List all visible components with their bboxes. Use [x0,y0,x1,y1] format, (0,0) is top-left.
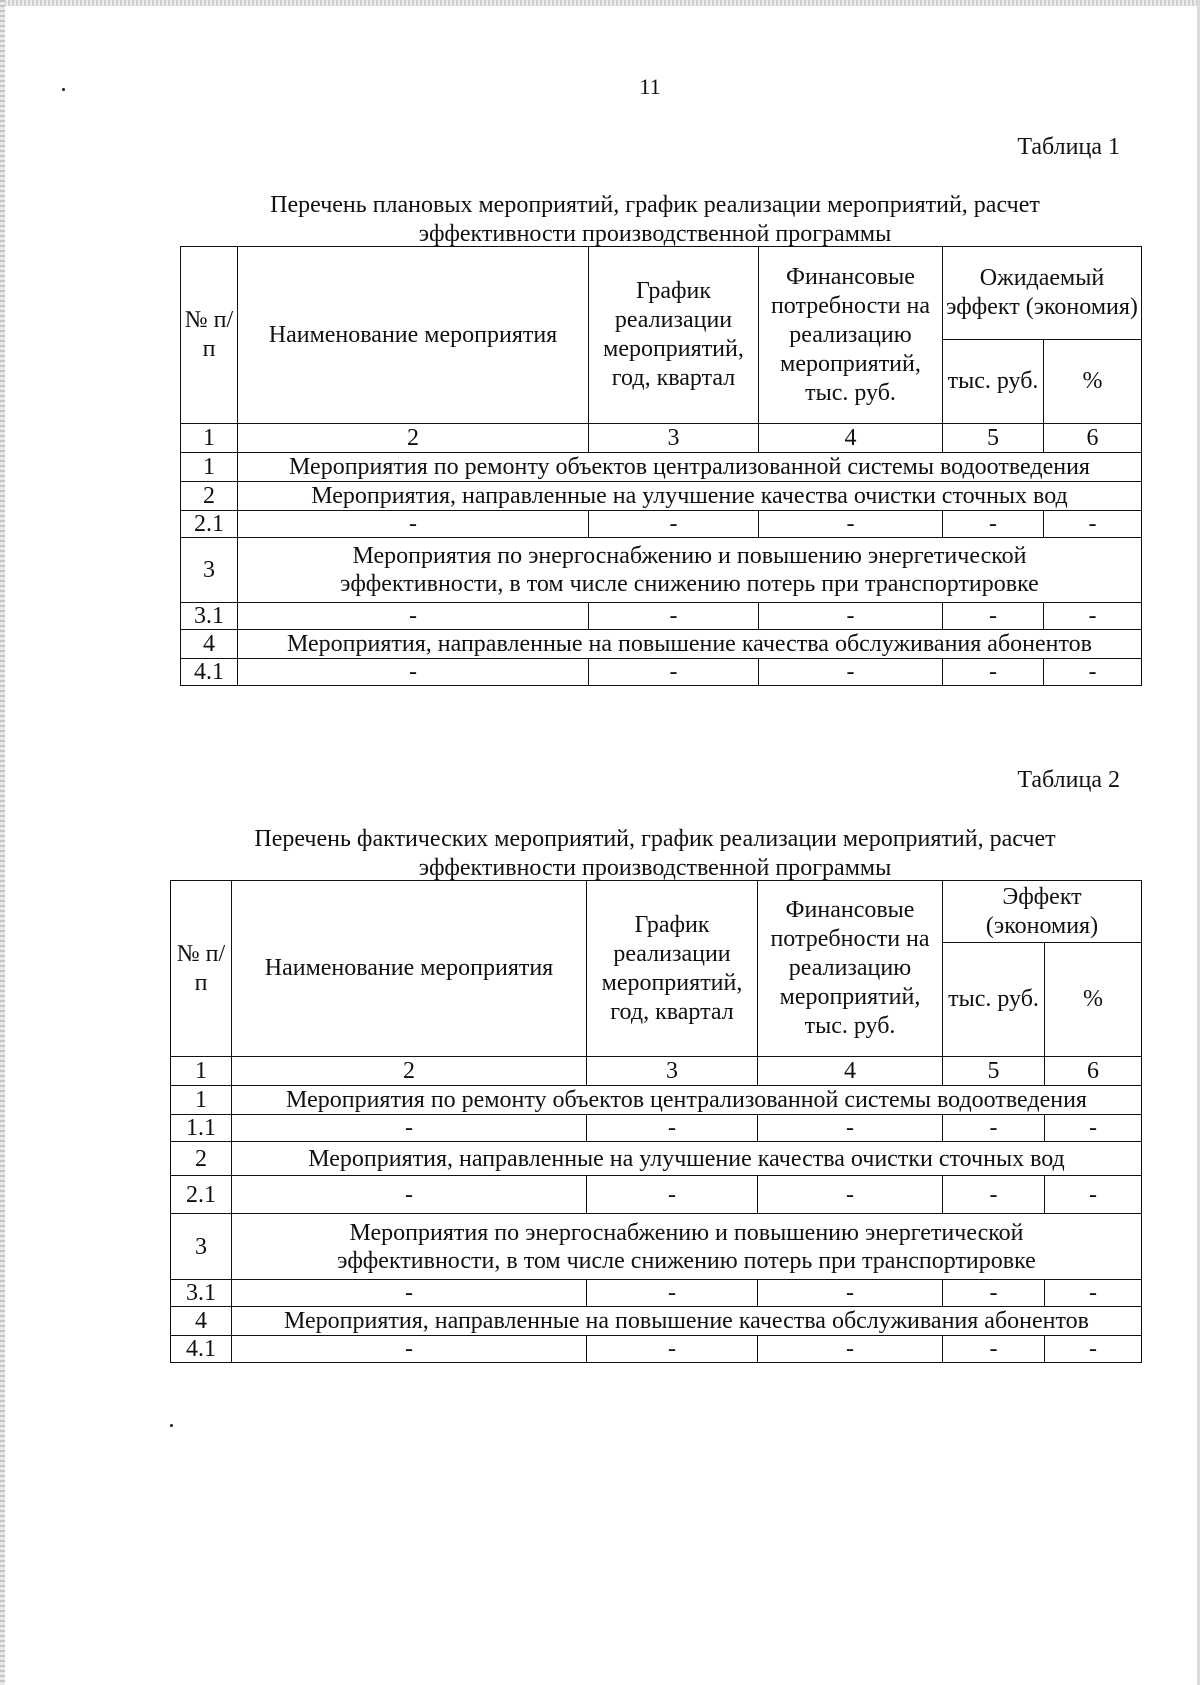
table1-cell: - [1044,603,1142,630]
table2-cell: - [587,1176,758,1214]
table2-header-rub [943,943,1045,1057]
table1-item-row [181,603,1142,630]
table1-colnum: 2 [238,424,589,453]
table1-cell: - [943,603,1044,630]
table2-cell: - [758,1115,943,1142]
table2-section-row [171,1086,1142,1115]
table2-item-row [171,1336,1142,1363]
table2-header-pct [1045,943,1142,1057]
table1-header-name-text: Наименование мероприятия [268,321,558,348]
table1-cell: - [943,659,1044,686]
table1-cell: - [589,659,759,686]
table1-row-num: 2.1 [181,511,238,538]
table1-row-num: 4.1 [181,659,238,686]
table2-row-num: 4 [171,1307,232,1336]
table1-section-row [181,482,1142,511]
table2-section-title: Мероприятия, направленные на улучшение качества очистки сточных вод [232,1142,1142,1176]
table1-colnum: 6 [1044,424,1142,453]
table2-section-row [171,1214,1142,1280]
table1-header-schedule [589,247,759,424]
table2-header-name [232,881,587,1057]
table1-section-title: Мероприятия, направленные на повышение качества обслуживания абонентов [238,630,1142,659]
table1-header-finance-text: Финансовые потребности на реализацию мероприятий, тыс. руб. [770,263,931,406]
table1-header-finance [759,247,943,424]
table2-section-title: Мероприятия по ремонту объектов централизованной системы водоотведения [232,1086,1142,1115]
table1-section-row [181,630,1142,659]
table1-section-title: Мероприятия, направленные на улучшение качества очистки сточных вод [238,482,1142,511]
scan-edge-top [0,0,1200,6]
table1-header-schedule-text: График реализации мероприятий, год, квартал [603,278,744,391]
table2-header-num [171,881,232,1057]
table1-section-title: Мероприятия по ремонту объектов централизованной системы водоотведения [238,453,1142,482]
table2-row-num: 1.1 [171,1115,232,1142]
table1-caption [125,191,1185,249]
table1-cell: - [943,511,1044,538]
table1-header-row [181,247,1142,340]
table1-header-rub [943,340,1044,424]
table2-cell: - [758,1280,943,1307]
table1-section-row [181,453,1142,482]
table2-header-num-text: № п/ п [176,940,226,996]
table2-cell: - [232,1280,587,1307]
table2-section-row [171,1307,1142,1336]
table1-label: Таблица 1 [1017,134,1120,160]
table2-item-row [171,1176,1142,1214]
table2-section-title: Мероприятия, направленные на повышение качества обслуживания абонентов [232,1307,1142,1336]
table2-cell: - [587,1336,758,1363]
table2 [170,880,1142,1363]
table1-header-effect-text: Ожидаемый эффект (экономия) [946,265,1138,320]
table1-row-num: 3.1 [181,603,238,630]
table2-header-effect-text: Эффект (экономия) [985,883,1099,939]
table2-row-num: 3.1 [171,1280,232,1307]
table2-caption [125,825,1185,883]
table2-cell: - [587,1280,758,1307]
table2-item-row [171,1280,1142,1307]
table2-cell: - [758,1176,943,1214]
table2-section-title-line2: эффективности, в том числе снижению потерь при транспортировке [337,1247,1036,1274]
table2-header-finance-text: Финансовые потребности на реализацию мероприятий, тыс. руб. [770,897,930,1039]
table1-header-name [238,247,589,424]
table1-cell: - [238,603,589,630]
table2-colnum: 6 [1045,1057,1142,1086]
table2-cell: - [587,1115,758,1142]
table2-cell: - [943,1280,1045,1307]
table2-cell: - [943,1336,1045,1363]
table2-caption-line2: эффективности производственной программы [418,855,892,881]
table2-cell: - [1045,1280,1142,1307]
table2-section-row [171,1142,1142,1176]
table1-header-effect [943,247,1142,340]
table1-section-title-line1: Мероприятия по энергоснабжению и повышению энергетической [352,543,1027,569]
table2-item-row [171,1115,1142,1142]
table1-header-pct-text: % [1082,368,1103,394]
table1-cell: - [589,511,759,538]
table2-row-num: 2 [171,1142,232,1176]
table1-caption-line2: эффективности производственной программы [418,221,892,247]
scan-edge-left [0,0,5,1685]
scan-speck [170,1424,173,1427]
table1-row-num: 3 [181,538,238,603]
table2-section-title [232,1214,1142,1280]
table1-cell: - [1044,659,1142,686]
table1-header-rub-text: тыс. руб. [947,368,1039,394]
table2-row-num: 4.1 [171,1336,232,1363]
table2-header-effect [943,881,1142,943]
table1-column-numbers-row [181,424,1142,453]
table1-item-row [181,511,1142,538]
table1-colnum: 3 [589,424,759,453]
table2-cell: - [1045,1336,1142,1363]
table2-row-num: 2.1 [171,1176,232,1214]
table2-cell: - [758,1336,943,1363]
table1-cell: - [238,659,589,686]
table1-header-pct [1044,340,1142,424]
table1-cell: - [759,603,943,630]
table2-caption-line1: Перечень фактических мероприятий, график реализации мероприятий, расчет [254,826,1056,852]
table2-header-rub-text: тыс. руб. [948,986,1039,1012]
table2-row-num: 1 [171,1086,232,1115]
table2-header-name-text: Наименование мероприятия [264,955,554,981]
table1-cell: - [759,511,943,538]
table2-header-schedule-text: График реализации мероприятий, год, квартал [601,911,743,1025]
page-number: 11 [639,74,661,99]
table2-label: Таблица 2 [1017,767,1120,793]
table1-cell: - [1044,511,1142,538]
table1-header-num-text: № п/ п [184,307,234,362]
table2-column-numbers-row [171,1057,1142,1086]
table1-cell: - [759,659,943,686]
table2-row-num: 3 [171,1214,232,1280]
table1-row-num: 4 [181,630,238,659]
table1-section-title [238,538,1142,603]
table2-colnum: 5 [943,1057,1045,1086]
table2-cell: - [232,1336,587,1363]
table2-cell: - [1045,1176,1142,1214]
table1 [180,246,1142,686]
table1-colnum: 5 [943,424,1044,453]
table1-cell: - [238,511,589,538]
table2-colnum: 3 [587,1057,758,1086]
table1-caption-line1: Перечень плановых мероприятий, график реализации мероприятий, расчет [270,192,1040,218]
table2-header-schedule [587,881,758,1057]
table2-cell: - [232,1176,587,1214]
table1-colnum: 4 [759,424,943,453]
table2-cell: - [943,1115,1045,1142]
table1-header-num [181,247,238,424]
table2-header-finance [758,881,943,1057]
table2-colnum: 2 [232,1057,587,1086]
table2-colnum: 4 [758,1057,943,1086]
table2-section-title-line1: Мероприятия по энергоснабжению и повышению энергетической [349,1219,1024,1246]
table2-cell: - [1045,1115,1142,1142]
table2-cell: - [943,1176,1045,1214]
table2-colnum: 1 [171,1057,232,1086]
table1-section-title-line2: эффективности, в том числе снижению потерь при транспортировке [340,571,1039,597]
table2-header-row [171,881,1142,943]
table1-colnum: 1 [181,424,238,453]
table1-item-row [181,659,1142,686]
table1-section-row [181,538,1142,603]
table2-cell: - [232,1115,587,1142]
table1-cell: - [589,603,759,630]
table2-header-pct-text: % [1083,986,1103,1012]
table1-row-num: 2 [181,482,238,511]
table1-row-num: 1 [181,453,238,482]
